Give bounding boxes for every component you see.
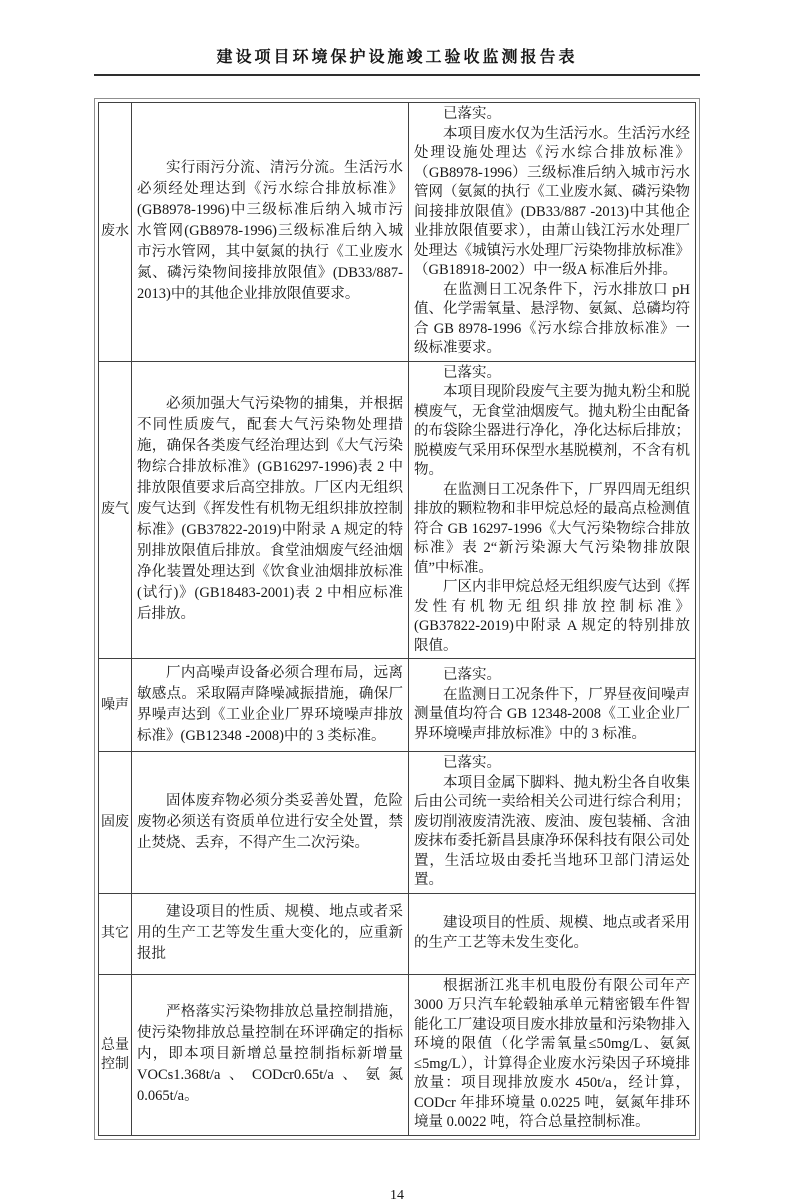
implementation-paragraph: 已落实。	[443, 106, 501, 122]
category-label-other: 其它	[99, 893, 132, 974]
document-page	[0, 44, 794, 1203]
implementation-paragraph: 建设项目的性质、规模、地点或者采用的生产工艺等未发生变化。	[414, 915, 690, 951]
implementation-paragraph: 本项目废水仅为生活污水。生活污水经处理设施处理达《污水综合排放标准》（GB8978-1996）三级标准后纳入城市污水管网（氨氮的执行《工业废水氮、磷污染物间接排放限值》(DB33/887 -2013)中其他企业排放限值要求），由萧山钱江污水处理厂处理达《城镇污水处理厂污染物排放标准》（GB18918-2002）中一级A 标准后外排。	[414, 125, 690, 278]
page-number: 14	[390, 1187, 404, 1203]
implementation-cell-other	[409, 893, 696, 974]
document-header	[94, 44, 700, 76]
requirement-text: 严格落实污染物排放总量控制措施，使污染物排放总量控制在环评确定的指标内，即本项目新增总量控制指标新增量VOCs1.368t/a、CODcr0.65t/a、氨氮 0.065t/a。	[137, 1004, 403, 1104]
category-label-wastewater: 废水	[99, 103, 132, 362]
table-row-wastewater	[99, 103, 696, 362]
requirement-cell-waste-gas	[132, 361, 409, 659]
table-row-total-control	[99, 974, 696, 1135]
implementation-paragraph: 已落实。	[443, 667, 501, 683]
implementation-cell-wastewater	[409, 103, 696, 362]
table-row-noise	[99, 659, 696, 752]
implementation-paragraph: 本项目现阶段废气主要为抛丸粉尘和脱模废气，无食堂油烟废气。抛丸粉尘由配备的布袋除尘器进行净化，净化达标后排放；脱模废气采用环保型水基脱模剂，不含有机物。	[414, 384, 690, 478]
requirement-text: 建设项目的性质、规模、地点或者采用的生产工艺等发生重大变化的，应重新报批	[137, 904, 403, 962]
implementation-paragraph: 在监测日工况条件下，污水排放口 pH 值、化学需氧量、悬浮物、氨氮、总磷均符合 GB 8978-1996《污水综合排放标准》一级标准要求。	[414, 281, 690, 356]
table-row-solid-waste	[99, 752, 696, 894]
table-row-waste-gas	[99, 361, 696, 659]
implementation-cell-solid-waste	[409, 752, 696, 894]
requirement-text: 必须加强大气污染物的捕集，并根据不同性质废气，配套大气污染物处理措施，确保各类废气经治理达到《大气污染物综合排放标准》(GB16297-1996)表 2 中排放限值要求后高空排放。厂区内无组织废气达到《挥发性有机物无组织排放控制标准》(GB37822-2019)中附录 A 规定的特别排放限值后排放。食堂油烟废气经油烟净化装置处理达到《饮食业油烟排放标准(试行)》(GB18483-2001)表 2 中相应标准后排放。	[137, 396, 403, 623]
requirement-cell-total-control	[132, 974, 409, 1135]
implementation-paragraph: 在监测日工况条件下，厂界昼夜间噪声测量值均符合 GB 12348-2008《工业企业厂界环境噪声排放标准》中的 3 标准。	[414, 686, 690, 742]
implementation-paragraph: 在监测日工况条件下，厂界四周无组织排放的颗粒物和非甲烷总烃的最高点检测值符合 GB 16297-1996《大气污染物综合排放标准》表 2“新污染源大气污染物排放限值”中标准。	[414, 481, 690, 576]
requirement-text: 实行雨污分流、清污分流。生活污水必须经处理达到《污水综合排放标准》(GB8978-1996)中三级标准后纳入城市污水管网(GB8978-1996)三级标准后纳入城市污水管网，其中氨氮的执行《工业废水氮、磷污染物间接排放限值》(DB33/887-2013)中的其他企业排放限值要求。	[137, 160, 403, 303]
implementation-cell-total-control	[409, 974, 696, 1135]
implementation-paragraph: 本项目金属下脚料、抛丸粉尘各自收集后由公司统一卖给相关公司进行综合利用；废切削液废清洗液、废油、废包装桶、含油废抹布委托新昌县康净环保科技有限公司处置，生活垃圾由委托当地环卫部门清运处置。	[414, 774, 690, 888]
implementation-cell-waste-gas	[409, 361, 696, 659]
category-label-noise: 噪声	[99, 659, 132, 752]
requirement-cell-solid-waste	[132, 752, 409, 894]
implementation-cell-noise	[409, 659, 696, 752]
category-label-waste-gas: 废气	[99, 361, 132, 659]
implementation-paragraph: 根据浙江兆丰机电股份有限公司年产3000 万只汽车轮毂轴承单元精密锻车件智能化工厂建设项目废水排放量和污染物排入环境的限值（化学需氧量≤50mg/L、氨氮≤5mg/L），计算得企业废水污染因子环境排放量：项目现排放废水 450t/a，经计算，CODcr 年排环境量 0.0225 吨，氨氮年排环境量 0.0022 吨，符合总量控制标准。	[414, 977, 690, 1130]
category-label-solid-waste: 固废	[99, 752, 132, 894]
acceptance-report-table	[98, 102, 696, 1136]
page-title: 建设项目环境保护设施竣工验收监测报告表	[216, 49, 578, 66]
requirement-cell-noise	[132, 659, 409, 752]
implementation-paragraph: 已落实。	[443, 364, 501, 381]
requirement-text: 厂内高噪声设备必须合理布局，远离敏感点。采取隔声降噪减振措施，确保厂界噪声达到《工业企业厂界环境噪声排放标准》(GB12348 -2008)中的 3 类标准。	[137, 665, 403, 744]
implementation-paragraph: 已落实。	[443, 755, 501, 771]
table-row-other	[99, 893, 696, 974]
page-footer	[0, 1188, 794, 1204]
table-outer-frame	[94, 98, 700, 1140]
requirement-cell-other	[132, 893, 409, 974]
requirement-cell-wastewater	[132, 103, 409, 362]
category-label-total-control: 总量控制	[99, 974, 132, 1135]
implementation-paragraph: 厂区内非甲烷总烃无组织废气达到《挥发性有机物无组织排放控制标准》(GB37822-2019)中附录 A 规定的特别排放限值。	[414, 579, 690, 654]
requirement-text: 固体废弃物必须分类妥善处置，危险废物必须送有资质单位进行安全处置，禁止焚烧、丢弃，不得产生二次污染。	[137, 792, 403, 851]
